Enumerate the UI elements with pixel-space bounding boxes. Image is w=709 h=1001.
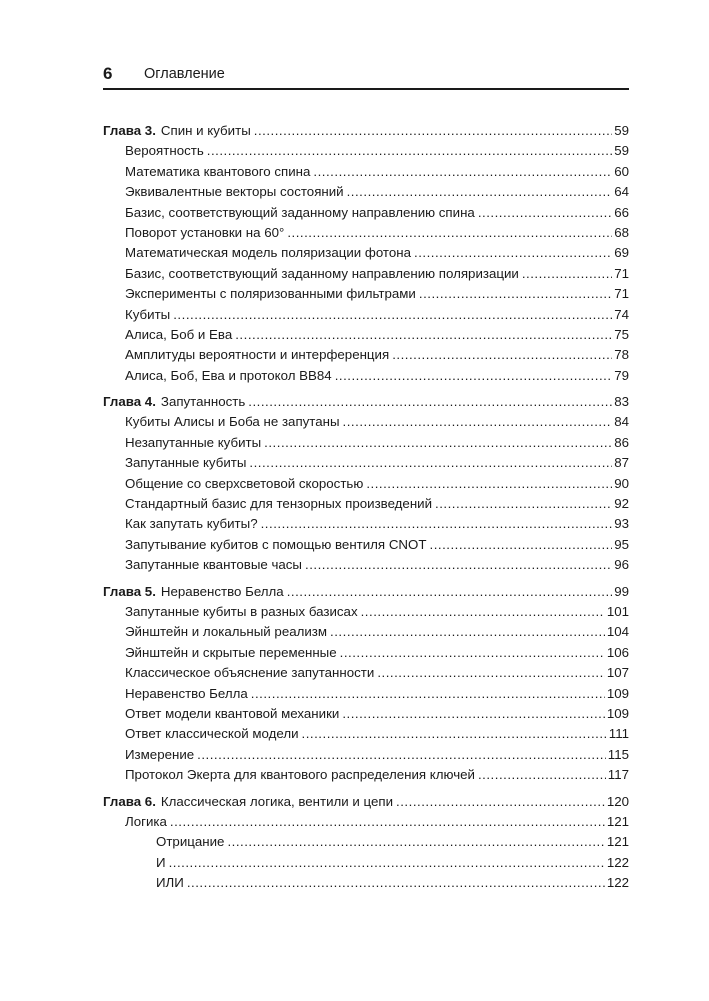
dot-leader <box>478 203 612 223</box>
toc-entry[interactable] <box>103 433 629 453</box>
dot-leader <box>287 582 613 602</box>
table-of-contents <box>103 121 629 899</box>
page-ref: 101 <box>606 603 629 619</box>
dot-leader <box>342 704 604 724</box>
entry-title: ИЛИ <box>156 875 184 891</box>
dot-leader <box>396 792 605 812</box>
chapter-block <box>103 392 629 576</box>
page-number: 6 <box>103 64 113 83</box>
dot-leader <box>478 765 606 785</box>
chapter-block <box>103 792 629 894</box>
chapter-label: Глава 6. <box>103 793 156 809</box>
page-ref: 78 <box>614 347 629 363</box>
dot-leader <box>207 141 612 161</box>
entry-title: Стандартный базис для тензорных произведений <box>125 496 433 512</box>
page-ref: 60 <box>614 163 629 179</box>
toc-entry[interactable] <box>103 325 629 345</box>
dot-leader <box>227 832 604 852</box>
chapter-entry[interactable] <box>103 392 629 412</box>
entry-title: Запутанные кубиты в разных базисах <box>125 603 358 619</box>
toc-entry[interactable] <box>103 535 629 555</box>
toc-entry[interactable] <box>103 832 629 852</box>
page-ref: 121 <box>606 834 629 850</box>
dot-leader <box>197 745 606 765</box>
entry-title: Общение со сверхсветовой скоростью <box>125 475 364 491</box>
toc-entry[interactable] <box>103 765 629 785</box>
dot-leader <box>414 243 612 263</box>
toc-entry[interactable] <box>103 284 629 304</box>
entry-title: Ответ модели квантовой механики <box>125 705 340 721</box>
entry-title: И <box>156 854 166 870</box>
page-ref: 109 <box>606 685 629 701</box>
toc-entry[interactable] <box>103 663 629 683</box>
page-ref: 92 <box>614 496 629 512</box>
entry-title: Математическая модель поляризации фотона <box>125 245 411 261</box>
dot-leader <box>377 663 605 683</box>
chapter-block <box>103 582 629 786</box>
page-ref: 99 <box>614 583 629 599</box>
page-ref: 71 <box>614 286 629 302</box>
dot-leader <box>264 433 612 453</box>
chapter-title: Классическая логика, вентили и цепи <box>160 793 394 809</box>
toc-entry[interactable] <box>103 141 629 161</box>
toc-entry[interactable] <box>103 366 629 386</box>
toc-entry[interactable] <box>103 643 629 663</box>
chapter-label: Глава 4. <box>103 394 156 410</box>
page-ref: 90 <box>614 475 629 491</box>
toc-entry[interactable] <box>103 453 629 473</box>
dot-leader <box>419 284 612 304</box>
page-ref: 69 <box>614 245 629 261</box>
entry-title: Классическое объяснение запутанности <box>125 665 375 681</box>
toc-entry[interactable] <box>103 853 629 873</box>
page-ref: 122 <box>606 854 629 870</box>
entry-title: Поворот установки на 60° <box>125 224 285 240</box>
page-ref: 64 <box>614 184 629 200</box>
entry-title: Вероятность <box>125 143 204 159</box>
chapter-entry[interactable] <box>103 792 629 812</box>
entry-title: Неравенство Белла <box>125 685 248 701</box>
toc-entry[interactable] <box>103 724 629 744</box>
chapter-entry[interactable] <box>103 582 629 602</box>
entry-title: Эйнштейн и скрытые переменные <box>125 644 337 660</box>
page-ref: 93 <box>614 516 629 532</box>
toc-entry[interactable] <box>103 494 629 514</box>
entry-title: Базис, соответствующий заданному направлению поляризации <box>125 265 519 281</box>
dot-leader <box>302 724 607 744</box>
page-ref: 111 <box>608 726 629 742</box>
dot-leader <box>430 535 613 555</box>
dot-leader <box>251 684 605 704</box>
page-ref: 75 <box>614 326 629 342</box>
dot-leader <box>392 345 612 365</box>
chapter-label: Глава 5. <box>103 583 156 599</box>
toc-entry[interactable] <box>103 622 629 642</box>
toc-entry[interactable] <box>103 873 629 893</box>
entry-title: Кубиты Алисы и Боба не запутаны <box>125 414 340 430</box>
page-ref: 74 <box>614 306 629 322</box>
page-ref: 59 <box>614 143 629 159</box>
toc-entry[interactable] <box>103 474 629 494</box>
chapter-block <box>103 121 629 386</box>
dot-leader <box>173 305 612 325</box>
page-ref: 121 <box>606 813 629 829</box>
dot-leader <box>366 474 612 494</box>
entry-title: Математика квантового спина <box>125 163 311 179</box>
dot-leader <box>305 555 612 575</box>
entry-title: Базис, соответствующий заданному направлению спина <box>125 204 475 220</box>
entry-title: Запутанные квантовые часы <box>125 557 302 573</box>
toc-entry[interactable] <box>103 182 629 202</box>
entry-title: Протокол Экерта для квантового распределения ключей <box>125 767 475 783</box>
dot-leader <box>254 121 612 141</box>
page-ref: 104 <box>606 624 629 640</box>
entry-title: Алиса, Боб, Ева и протокол BB84 <box>125 367 332 383</box>
chapter-title: Спин и кубиты <box>160 123 251 138</box>
entry-title: Амплитуды вероятности и интерференция <box>125 347 390 363</box>
dot-leader <box>335 366 613 386</box>
entry-title: Как запутать кубиты? <box>125 516 258 532</box>
toc-entry[interactable] <box>103 812 629 832</box>
entry-title: Эквивалентные векторы состояний <box>125 184 344 200</box>
page-ref: 83 <box>614 394 629 410</box>
dot-leader <box>313 162 612 182</box>
entry-title: Ответ классической модели <box>125 726 299 742</box>
page-ref: 59 <box>614 123 629 138</box>
page-ref: 66 <box>614 204 629 220</box>
toc-entry[interactable] <box>103 345 629 365</box>
toc-entry[interactable] <box>103 602 629 622</box>
page-ref: 115 <box>607 746 629 762</box>
chapter-title: Запутанность <box>160 394 246 410</box>
page-ref: 107 <box>606 665 629 681</box>
entry-title: Эйнштейн и локальный реализм <box>125 624 328 640</box>
dot-leader <box>343 412 613 432</box>
dot-leader <box>170 812 605 832</box>
dot-leader <box>169 853 605 873</box>
page-ref: 106 <box>606 644 629 660</box>
toc-entry[interactable] <box>103 684 629 704</box>
entry-title: Кубиты <box>125 306 171 322</box>
toc-entry[interactable] <box>103 243 629 263</box>
toc-entry[interactable] <box>103 412 629 432</box>
entry-title: Логика <box>125 813 167 829</box>
entry-title: Алиса, Боб и Ева <box>125 326 233 342</box>
page-ref: 71 <box>614 265 629 281</box>
dot-leader <box>361 602 605 622</box>
chapter-title: Неравенство Белла <box>160 583 284 599</box>
toc-entry[interactable] <box>103 223 629 243</box>
dot-leader <box>248 392 612 412</box>
page-ref: 86 <box>614 434 629 450</box>
dot-leader <box>187 873 605 893</box>
toc-entry[interactable] <box>103 305 629 325</box>
entry-title: Измерение <box>125 746 195 762</box>
dot-leader <box>347 182 613 202</box>
page-ref: 84 <box>614 414 629 430</box>
dot-leader <box>340 643 605 663</box>
dot-leader <box>235 325 612 345</box>
toc-entry[interactable] <box>103 203 629 223</box>
entry-title: Отрицание <box>156 834 225 850</box>
running-title: Оглавление <box>144 66 225 82</box>
chapter-label: Глава 3. <box>103 123 156 138</box>
toc-entry[interactable] <box>103 162 629 182</box>
dot-leader <box>330 622 605 642</box>
toc-entry[interactable] <box>103 555 629 575</box>
page-ref: 95 <box>614 536 629 552</box>
entry-title: Эксперименты с поляризованными фильтрами <box>125 286 416 302</box>
page-ref: 87 <box>614 455 629 471</box>
entry-title: Запутанные кубиты <box>125 455 247 471</box>
page-ref: 109 <box>606 705 629 721</box>
toc-entry[interactable] <box>103 704 629 724</box>
toc-entry[interactable] <box>103 745 629 765</box>
page-ref: 122 <box>606 875 629 891</box>
dot-leader <box>249 453 612 473</box>
entry-title: Запутывание кубитов с помощью вентиля CNOT <box>125 536 427 552</box>
dot-leader <box>261 514 613 534</box>
toc-entry[interactable] <box>103 514 629 534</box>
page-ref: 117 <box>607 767 629 783</box>
chapter-entry[interactable] <box>103 121 629 141</box>
running-header <box>103 62 629 90</box>
page-ref: 96 <box>614 557 629 573</box>
dot-leader <box>522 264 612 284</box>
page-ref: 120 <box>606 793 629 809</box>
page-ref: 68 <box>614 224 629 240</box>
dot-leader <box>287 223 612 243</box>
dot-leader <box>435 494 612 514</box>
page-ref: 79 <box>614 367 629 383</box>
toc-entry[interactable] <box>103 264 629 284</box>
entry-title: Незапутанные кубиты <box>125 434 262 450</box>
